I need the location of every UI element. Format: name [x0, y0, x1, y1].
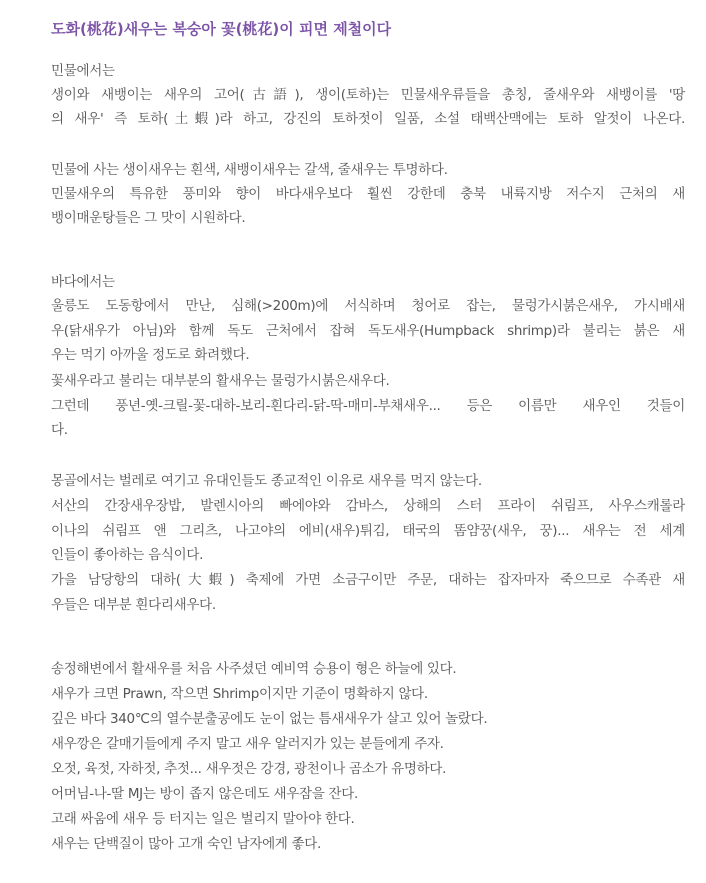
paragraph-line: 인들이 좋아하는 음식이다. [51, 547, 204, 563]
paragraph-line: 울릉도 도동항에서 만난, 심해(>200m)에 서식하며 청어로 잡는, 물렁가시붉은새우, 가시배새 [51, 298, 685, 314]
paragraph-line: 뱅이매운탕들은 그 맛이 시원하다. [51, 210, 246, 226]
paragraph-line: 꽃새우라고 불리는 대부분의 활새우는 물렁가시붉은새우다. [51, 373, 390, 389]
paragraph-line: 고래 싸움에 새우 등 터지는 일은 벌리지 말아야 한다. [51, 811, 355, 827]
section-heading: 민물에서는 [51, 63, 115, 79]
paragraph-line: 새우는 단백질이 많아 고개 숙인 남자에게 좋다. [51, 836, 322, 852]
paragraph-line: 서산의 간장새우장밥, 발렌시아의 빠에야와 감바스, 상해의 스터 프라이 쉬림프, 사우스캐롤라 [51, 498, 685, 514]
paragraph-line: 몽골에서는 벌레로 여기고 유대인들도 종교적인 이유로 새우를 먹지 않는다. [51, 473, 482, 489]
paragraph-line: 우(닭새우가 아님)와 함께 독도 근처에서 잡혀 독도새우(Humpback shrimp)라 불리는 붉은 새 [51, 323, 685, 339]
paragraph-line: 우들은 대부분 흰다리새우다. [51, 597, 216, 613]
paragraph-line: 송정해변에서 활새우를 처음 사주셨던 예비역 승용이 형은 하늘에 있다. [51, 661, 457, 677]
paragraph-line: 새우가 크면 Prawn, 작으면 Shrimp이지만 기준이 명확하지 않다. [51, 686, 428, 702]
paragraph-line: 우는 먹기 아까울 정도로 화려했다. [51, 347, 250, 363]
paragraph-line: 새우깡은 갈매기들에게 주지 말고 새우 알러지가 있는 분들에게 주자. [51, 736, 444, 752]
paragraph-line: 생이와 새뱅이는 새우의 고어(古語), 생이(토하)는 민물새우류들을 총칭, 줄새우와 새뱅이를 '땅 [51, 87, 685, 103]
article-title: 도화(桃花)새우는 복숭아 꽃(桃花)이 피면 제철이다 [51, 20, 392, 38]
paragraph-line: 그런데 풍년-옛-크릴-꽃-대하-보리-흰다리-닭-딱-매미-부채새우... 등은 이름만 새우인 것들이 [51, 398, 685, 414]
paragraph-line: 의 새우' 즉 토하(土蝦)라 하고, 강진의 토하젓이 일품, 소설 태백산맥에는 토하 알젓이 나온다. [51, 111, 685, 127]
section-heading: 바다에서는 [51, 274, 115, 290]
paragraph-line: 가을 남당항의 대하(大蝦) 축제에 가면 소금구이만 주문, 대하는 잡자마자 죽으므로 수족관 새 [51, 572, 685, 588]
paragraph-line: 민물에 사는 생이새우는 흰색, 새뱅이새우는 갈색, 줄새우는 투명하다. [51, 162, 448, 178]
paragraph-line: 다. [51, 422, 68, 438]
paragraph-line: 오젓, 육젓, 자하젓, 추젓... 새우젓은 강경, 광천이나 곰소가 유명하다. [51, 761, 447, 777]
paragraph-line: 어머님-나-딸 MJ는 방이 좁지 않은데도 새우잠을 잔다. [51, 786, 358, 802]
paragraph-line: 민물새우의 특유한 풍미와 향이 바다새우보다 훨씬 강한데 충북 내륙지방 저수지 근처의 새 [51, 186, 685, 202]
paragraph-line: 깊은 바다 340℃의 열수분출공에도 눈이 없는 틈새새우가 살고 있어 놀랐다. [51, 711, 488, 727]
paragraph-line: 이나의 쉬림프 앤 그리츠, 나고야의 에비(새우)튀김, 태국의 똠얌꿍(새우, 꿍)... 새우는 전 세계 [51, 523, 685, 539]
